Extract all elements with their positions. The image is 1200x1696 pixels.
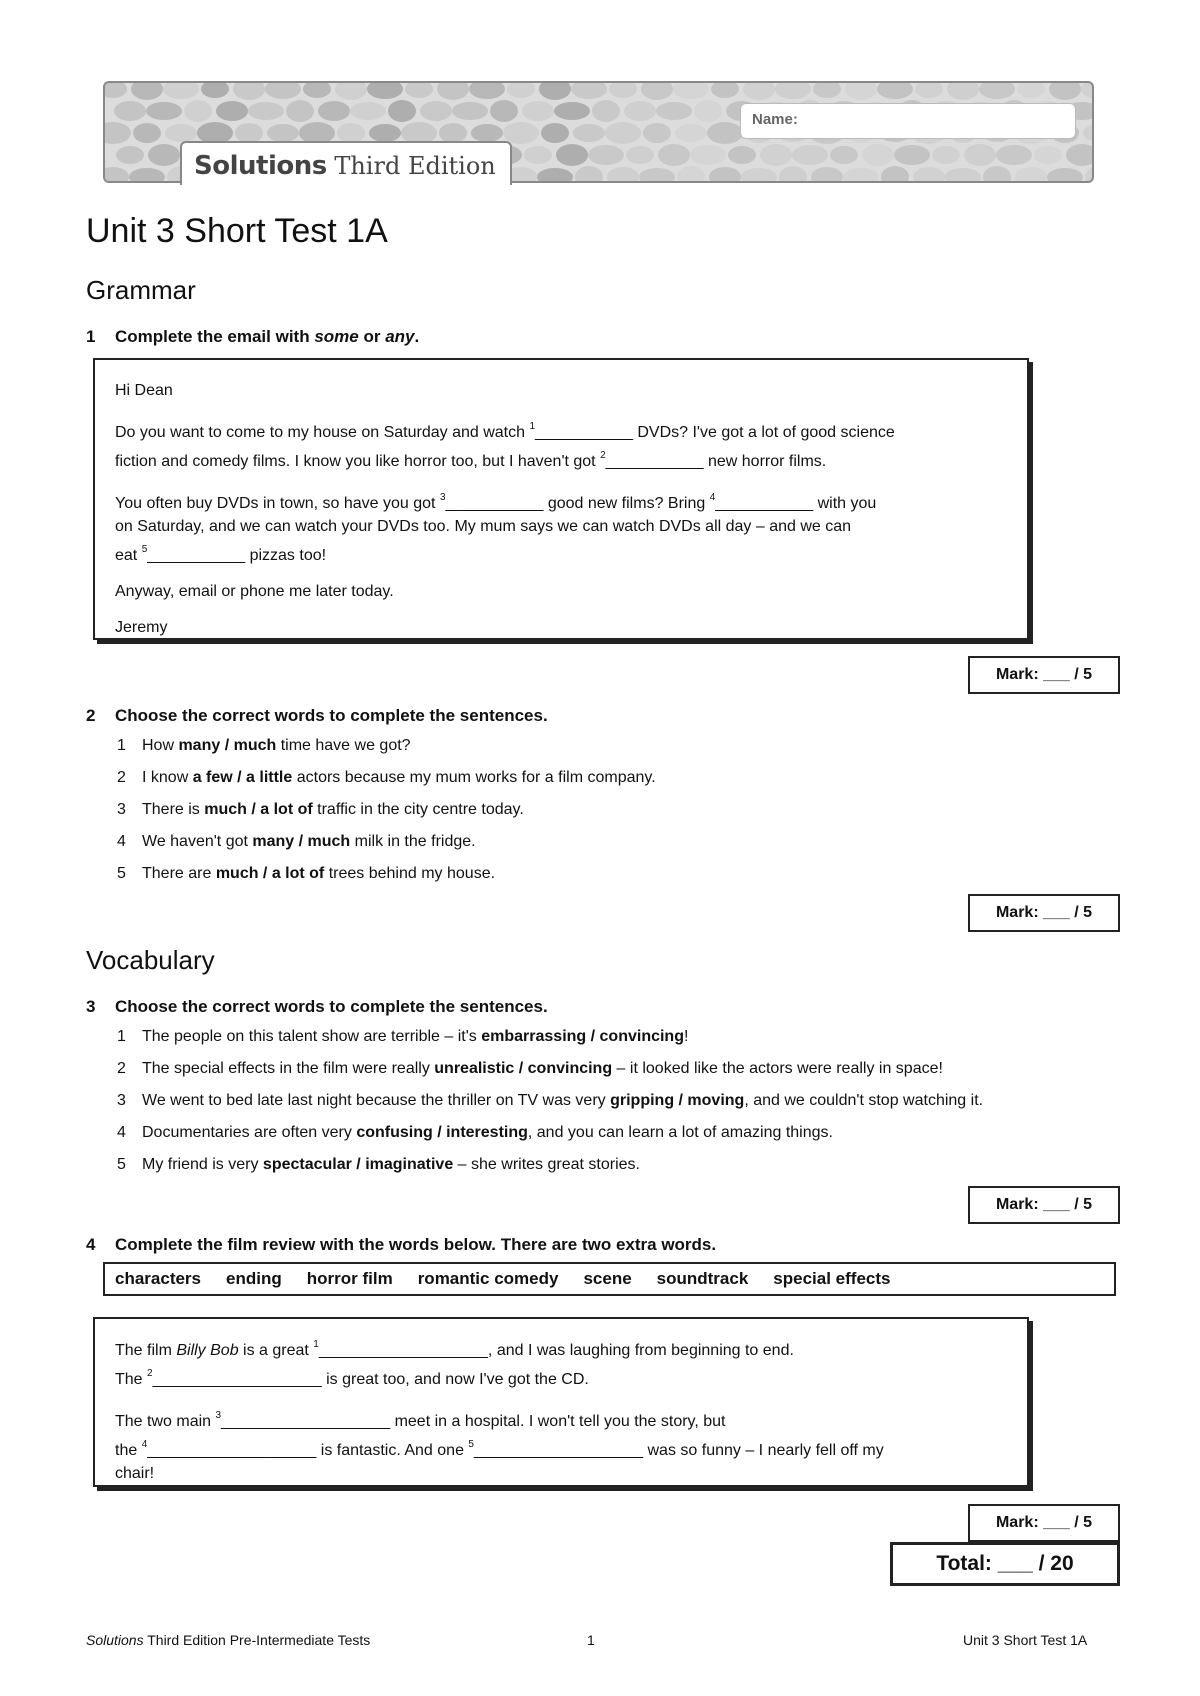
- item-text-pre: We went to bed late last night because the thriller on TV was very: [142, 1092, 611, 1109]
- pattern-oval: [743, 83, 775, 100]
- pattern-oval: [286, 100, 314, 122]
- word-box: [103, 1262, 1116, 1296]
- question-number: 1: [86, 327, 96, 346]
- pattern-oval: [490, 100, 518, 122]
- question-text: Choose the correct words to complete the sentences.: [115, 706, 548, 725]
- pattern-oval: [845, 83, 877, 100]
- sentence-item: [117, 1092, 983, 1124]
- pattern-oval: [335, 83, 367, 100]
- pattern-oval: [656, 102, 692, 120]
- item-text-pre: The special effects in the film were really: [142, 1060, 435, 1077]
- item-number: 4: [117, 833, 126, 850]
- item-text-post: , and we couldn't stop watching it.: [744, 1092, 984, 1109]
- mark-box-4[interactable]: Mark: ___ / 5: [968, 1504, 1120, 1542]
- pattern-oval: [469, 83, 505, 99]
- item-number: 1: [117, 1028, 126, 1045]
- pattern-oval: [388, 100, 416, 122]
- item-text-pre: The people on this talent show are terrible – it's: [142, 1028, 482, 1045]
- pattern-oval: [707, 122, 743, 144]
- answer-options[interactable]: many / much: [252, 833, 351, 850]
- pattern-oval: [775, 83, 811, 99]
- pattern-oval: [105, 167, 129, 181]
- pattern-oval: [779, 166, 807, 181]
- item-number: 1: [117, 737, 126, 754]
- page-title: Unit 3 Short Test 1A: [86, 212, 388, 250]
- pattern-oval: [979, 83, 1015, 99]
- word-option: horror film: [306, 1269, 393, 1288]
- pattern-oval: [405, 83, 433, 98]
- sentence-item: [117, 833, 656, 865]
- pattern-oval: [318, 101, 350, 121]
- item-text-post: – it looked like the actors were really in space!: [612, 1060, 943, 1077]
- pattern-oval: [131, 83, 163, 100]
- pattern-oval: [913, 167, 945, 181]
- item-text-post: – she writes great stories.: [453, 1156, 640, 1173]
- page-number: 1: [587, 1632, 595, 1648]
- pattern-oval: [524, 146, 552, 164]
- pattern-oval: [133, 123, 161, 143]
- item-text-pre: Documentaries are often very: [142, 1124, 357, 1141]
- pattern-oval: [894, 145, 930, 165]
- pattern-oval: [367, 83, 403, 99]
- pattern-oval: [1066, 144, 1092, 166]
- pattern-oval: [541, 123, 569, 143]
- pattern-oval: [813, 83, 841, 98]
- pattern-oval: [609, 83, 637, 98]
- question-dot: .: [414, 327, 420, 346]
- pattern-oval: [303, 83, 331, 98]
- pattern-oval: [964, 144, 996, 166]
- pattern-oval: [248, 102, 284, 120]
- item-text-pre: How: [142, 737, 179, 754]
- pattern-oval: [592, 100, 620, 122]
- pattern-oval: [105, 122, 131, 144]
- grammar-heading: Grammar: [86, 275, 196, 305]
- item-number: 5: [117, 1156, 126, 1173]
- email-greeting: Hi Dean: [115, 382, 173, 399]
- pattern-oval: [605, 122, 641, 144]
- pattern-oval: [677, 166, 705, 181]
- gap-number: 1: [529, 421, 536, 432]
- pattern-oval: [945, 168, 981, 181]
- item-text-post: milk in the fridge.: [350, 833, 476, 850]
- pattern-oval: [643, 123, 671, 143]
- mark-box-2[interactable]: Mark: ___ / 5: [968, 894, 1120, 932]
- word-some: some: [314, 327, 359, 346]
- pattern-oval: [554, 102, 590, 120]
- mark-box-3[interactable]: Mark: ___ / 5: [968, 1186, 1120, 1224]
- question-3-items: [117, 1028, 983, 1188]
- pattern-oval: [1015, 167, 1047, 181]
- pattern-oval: [1034, 146, 1062, 164]
- question-number: 2: [86, 706, 96, 725]
- word-option: soundtrack: [656, 1269, 749, 1288]
- pattern-oval: [915, 83, 943, 98]
- pattern-oval: [233, 83, 265, 100]
- pattern-oval: [588, 145, 624, 165]
- brand-bold: Solutions: [194, 151, 327, 181]
- item-text-pre: My friend is very: [142, 1156, 263, 1173]
- question-2-items: [117, 737, 656, 897]
- answer-options[interactable]: spectacular / imaginative: [262, 1156, 454, 1173]
- pattern-oval: [184, 100, 212, 122]
- answer-options[interactable]: many / much: [178, 737, 277, 754]
- footer-right: Unit 3 Short Test 1A: [963, 1632, 1088, 1648]
- pattern-oval: [369, 124, 401, 142]
- pattern-oval: [881, 166, 909, 181]
- pattern-oval: [337, 123, 365, 143]
- pattern-oval: [522, 101, 554, 121]
- pattern-oval: [709, 167, 741, 181]
- footer-left: [86, 1632, 370, 1648]
- pattern-oval: [163, 83, 199, 99]
- question-4: [86, 1235, 716, 1255]
- pattern-oval: [1017, 83, 1045, 98]
- sentence-item: [117, 1060, 983, 1092]
- question-number: 3: [86, 997, 96, 1016]
- item-text-pre: I know: [142, 769, 193, 786]
- answer-options[interactable]: much / a lot of: [215, 865, 325, 882]
- pattern-oval: [641, 83, 673, 100]
- question-number: 4: [86, 1235, 96, 1254]
- question-text: Complete the email with: [115, 327, 315, 346]
- pattern-oval: [760, 144, 792, 166]
- pattern-oval: [1049, 83, 1081, 100]
- answer-options[interactable]: gripping / moving: [610, 1092, 745, 1109]
- email-box: [93, 358, 1029, 640]
- pattern-oval: [830, 146, 858, 164]
- gap-number: 3: [439, 492, 446, 503]
- answer-options[interactable]: much / a lot of: [204, 801, 313, 818]
- email-signature: Jeremy: [115, 619, 168, 636]
- item-text-pre: We haven't got: [142, 833, 253, 850]
- pattern-oval: [165, 124, 197, 142]
- pattern-oval: [129, 168, 165, 181]
- email-paragraph-1: Do you want to come to my house on Saturday and watch $^1$___________ DVDs? I've got a lot of good science fiction and comedy films. I know you like horror too, but I haven't got $^2$___________ new horror films.: [115, 421, 895, 470]
- answer-options[interactable]: embarrassing / convincing: [481, 1028, 684, 1045]
- word-option: scene: [583, 1269, 632, 1288]
- review-paragraph-1: The film Billy Bob is a great $^1$___________________, and I was laughing from beginning to end. The $^2$___________________ is great too, and now I've got the CD.: [115, 1339, 794, 1388]
- footer-title: Third Edition Pre-Intermediate Tests: [143, 1632, 371, 1648]
- vocabulary-heading: Vocabulary: [86, 945, 215, 975]
- pattern-oval: [439, 123, 467, 143]
- pattern-oval: [728, 146, 756, 164]
- question-3: [86, 997, 548, 1017]
- sentence-item: [117, 865, 656, 897]
- pattern-oval: [105, 83, 127, 98]
- gap-number: 4: [141, 1439, 148, 1450]
- pattern-oval: [1081, 83, 1092, 99]
- sentence-item: [117, 1028, 983, 1060]
- email-paragraph-3: Anyway, email or phone me later today.: [115, 583, 394, 600]
- answer-options[interactable]: unrealistic / convincing: [434, 1060, 613, 1077]
- pattern-oval: [114, 101, 146, 121]
- word-option: ending: [226, 1269, 282, 1288]
- pattern-oval: [996, 145, 1032, 165]
- question-1: [86, 327, 419, 347]
- pattern-oval: [507, 83, 535, 98]
- footer-series: Solutions: [86, 1632, 144, 1648]
- pattern-oval: [201, 83, 229, 98]
- pattern-oval: [673, 83, 709, 99]
- pattern-oval: [471, 124, 503, 142]
- pattern-oval: [216, 101, 248, 121]
- sentence-item: [117, 737, 656, 769]
- gap-number: 3: [215, 1410, 222, 1421]
- pattern-oval: [350, 102, 386, 120]
- pattern-oval: [1083, 124, 1092, 142]
- pattern-oval: [573, 124, 605, 142]
- pattern-oval: [575, 166, 603, 181]
- item-text-pre: There is: [142, 801, 205, 818]
- gap-number: 4: [709, 492, 716, 503]
- pattern-oval: [983, 166, 1011, 181]
- pattern-oval: [877, 83, 913, 99]
- gap-number: 5: [141, 544, 148, 555]
- pattern-oval: [571, 83, 607, 99]
- item-text-post: !: [683, 1028, 689, 1045]
- item-number: 3: [117, 1092, 126, 1109]
- review-box: [93, 1317, 1029, 1487]
- pattern-oval: [116, 146, 144, 164]
- pattern-oval: [626, 146, 654, 164]
- pattern-oval: [947, 83, 979, 100]
- sentence-item: [117, 769, 656, 801]
- pattern-oval: [265, 83, 301, 99]
- pattern-oval: [1047, 168, 1083, 181]
- item-number: 5: [117, 865, 126, 882]
- name-label: Name:: [752, 111, 798, 128]
- item-number: 3: [117, 801, 126, 818]
- item-text-post: actors because my mum works for a film company.: [292, 769, 656, 786]
- item-number: 2: [117, 769, 126, 786]
- item-number: 2: [117, 1060, 126, 1077]
- pattern-oval: [607, 167, 639, 181]
- pattern-oval: [452, 102, 488, 120]
- answer-options[interactable]: confusing / interesting: [356, 1124, 528, 1141]
- email-paragraph-2: You often buy DVDs in town, so have you got $^3$___________ good new films? Bring $^4$___________ with you on Saturday, and we can watch your DVDs too. My mum says we can watch DVDs all day – and we can eat $^5$___________ pizzas too!: [115, 492, 877, 564]
- item-text-post: , and you can learn a lot of amazing things.: [527, 1124, 833, 1141]
- pattern-oval: [235, 123, 263, 143]
- brand-rest: Third Edition: [326, 152, 496, 180]
- pattern-oval: [437, 83, 469, 100]
- question-text: Complete the film review with the words below. There are two extra words.: [115, 1235, 717, 1254]
- gap-number: 1: [313, 1339, 319, 1350]
- pattern-oval: [537, 168, 573, 181]
- pattern-oval: [792, 145, 828, 165]
- word-option: romantic comedy: [417, 1269, 559, 1288]
- word-option: special effects: [773, 1269, 891, 1288]
- brand-logo: [194, 151, 496, 181]
- item-text-post: time have we got?: [276, 737, 411, 754]
- question-text: Choose the correct words to complete the sentences.: [115, 997, 548, 1016]
- pattern-oval: [741, 168, 777, 181]
- pattern-oval: [675, 124, 707, 142]
- pattern-oval: [639, 168, 675, 181]
- pattern-oval: [932, 146, 960, 164]
- word-or: or: [358, 327, 386, 346]
- pattern-oval: [624, 101, 656, 121]
- pattern-oval: [556, 144, 588, 166]
- question-2: [86, 706, 548, 726]
- item-text-post: trees behind my house.: [324, 865, 496, 882]
- total-box[interactable]: Total: ___ / 20: [890, 1542, 1120, 1586]
- pattern-oval: [843, 168, 879, 181]
- gap-number: 2: [600, 450, 606, 461]
- gap-number: 5: [468, 1439, 474, 1450]
- review-paragraph-2: The two main $^3$___________________ meet in a hospital. I won't tell you the story, but the $^4$___________________ is fantastic. And one $^5$___________________ was so funny – I nearly fell off my chair!: [115, 1410, 884, 1482]
- pattern-oval: [420, 101, 452, 121]
- film-title: Billy Bob: [176, 1342, 239, 1359]
- pattern-oval: [148, 144, 180, 166]
- pattern-oval: [267, 124, 299, 142]
- item-number: 4: [117, 1124, 126, 1141]
- item-text-pre: There are: [142, 865, 216, 882]
- sentence-item: [117, 1156, 983, 1188]
- pattern-oval: [862, 144, 894, 166]
- pattern-oval: [658, 144, 690, 166]
- pattern-oval: [539, 83, 571, 100]
- pattern-oval: [694, 100, 722, 122]
- item-text-post: traffic in the city centre today.: [312, 801, 524, 818]
- sentence-item: [117, 1124, 983, 1156]
- pattern-oval: [1085, 166, 1092, 181]
- mark-box-1[interactable]: Mark: ___ / 5: [968, 656, 1120, 694]
- pattern-oval: [811, 167, 843, 181]
- pattern-oval: [711, 83, 739, 98]
- pattern-oval: [690, 145, 726, 165]
- pattern-oval: [146, 102, 182, 120]
- word-option: characters: [115, 1269, 202, 1288]
- answer-options[interactable]: a few / a little: [192, 769, 293, 786]
- gap-number: 2: [147, 1368, 153, 1379]
- sentence-item: [117, 801, 656, 833]
- word-any: any: [385, 327, 415, 346]
